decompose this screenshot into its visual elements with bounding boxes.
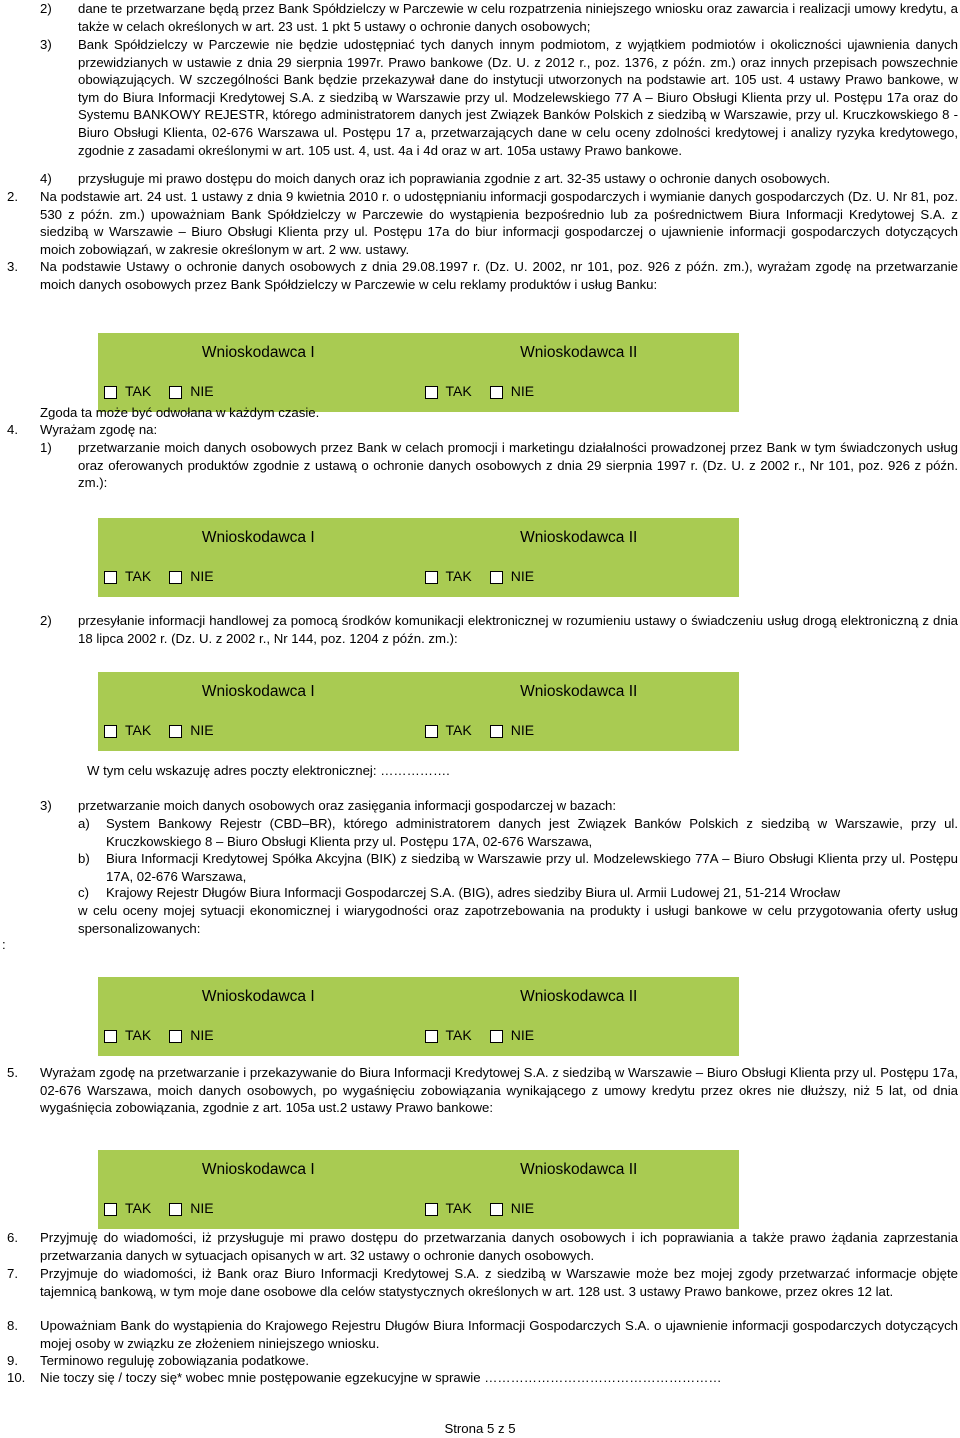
- applicant-2-header: Wnioskodawca II: [520, 528, 638, 546]
- no-option[interactable]: NIE: [490, 383, 534, 401]
- yes-option[interactable]: TAK: [425, 568, 472, 586]
- applicant-1-header: Wnioskodawca I: [201, 343, 315, 361]
- checkbox[interactable]: [104, 1203, 117, 1216]
- paragraph-number: 7.: [7, 1266, 18, 1281]
- paragraph-2: [0, 188, 960, 258]
- consent-table-marketing: [98, 518, 739, 597]
- paragraph-number: 5.: [7, 1065, 18, 1080]
- yes-option[interactable]: TAK: [425, 1027, 472, 1045]
- paragraph-9: [0, 1352, 960, 1370]
- no-option[interactable]: NIE: [490, 1200, 534, 1218]
- checkbox[interactable]: [490, 1203, 503, 1216]
- paragraph-number: 4.: [7, 422, 18, 437]
- database-c: [0, 884, 960, 902]
- checkbox[interactable]: [104, 386, 117, 399]
- paragraph-number: 10.: [7, 1370, 26, 1385]
- applicant-2-options: [419, 1017, 740, 1057]
- email-field[interactable]: …………….: [380, 763, 450, 778]
- applicant-1-options: [98, 712, 419, 752]
- checkbox[interactable]: [169, 725, 182, 738]
- applicant-2-header: Wnioskodawca II: [520, 343, 638, 361]
- yes-option[interactable]: TAK: [425, 383, 472, 401]
- item-letter: b): [78, 851, 90, 866]
- consent-table-advertising: [98, 333, 739, 412]
- checkbox[interactable]: [490, 725, 503, 738]
- applicant-1-options: [98, 558, 419, 598]
- paragraph-text: Terminowo reguluję zobowiązania podatkowe.: [40, 1353, 310, 1368]
- no-option[interactable]: NIE: [490, 568, 534, 586]
- paragraph-text: Przyjmuję do wiadomości, iż przysługuje mi prawo dostępu do przetwarzania danych osobowych i ich poprawiania a także prawo żądania zaprzestania przetwarzania danych w sytuacjach opisanych w art. 32 ustawy o ochronie danych osobowych.: [40, 1230, 958, 1263]
- paragraph-number: 3.: [7, 259, 18, 274]
- applicant-1-header: Wnioskodawca I: [201, 1160, 315, 1178]
- paragraph-text: Na podstawie Ustawy o ochronie danych osobowych z dnia 29.08.1997 r. (Dz. U. 2002, nr 101, poz. 926 z późn. zm.), wyrażam zgodę na przetwarzanie moich danych osobowych przez Bank Spółdzielczy w Parczewie w celu reklamy produktów i usług Banku:: [40, 259, 958, 292]
- no-option[interactable]: NIE: [169, 383, 213, 401]
- checkbox[interactable]: [425, 725, 438, 738]
- item-number: 4): [40, 171, 52, 186]
- applicant-1-header: Wnioskodawca I: [201, 682, 315, 700]
- no-option[interactable]: NIE: [490, 722, 534, 740]
- applicant-2-header: Wnioskodawca II: [520, 987, 638, 1005]
- paragraph-7: [0, 1265, 960, 1300]
- checkbox[interactable]: [490, 386, 503, 399]
- yes-option[interactable]: TAK: [104, 568, 151, 586]
- checkbox[interactable]: [425, 386, 438, 399]
- applicant-2-header: Wnioskodawca II: [520, 1160, 638, 1178]
- item-text: przetwarzanie moich danych osobowych oraz zasięgania informacji gospodarczej w bazach:: [78, 798, 617, 813]
- database-purpose-text: w celu oceny mojej sytuacji ekonomicznej i wiarygodności oraz zapotrzebowania na produkty i usługi bankowe w celu przygotowania oferty usług spersonalizowanych:: [78, 903, 958, 936]
- yes-option[interactable]: TAK: [104, 1027, 151, 1045]
- applicant-1-options: [98, 1017, 419, 1057]
- paragraph-4-item-3: [0, 797, 960, 815]
- paragraph-number: 9.: [7, 1353, 18, 1368]
- revocation-note: Zgoda ta może być odwołana w każdym czasie.: [40, 405, 320, 420]
- clause-2-item-3: [0, 36, 960, 159]
- item-letter: a): [78, 816, 90, 831]
- stray-colon: :: [2, 937, 6, 952]
- item-number: 3): [40, 798, 52, 813]
- page-footer: Strona 5 z 5: [444, 1421, 516, 1436]
- checkbox[interactable]: [104, 571, 117, 584]
- email-label: W tym celu wskazuję adres poczty elektronicznej:: [87, 763, 377, 778]
- applicant-1-header: Wnioskodawca I: [201, 987, 315, 1005]
- paragraph-text: Upoważniam Bank do wystąpienia do Krajowego Rejestru Długów Biura Informacji Gospodarczych S.A. o ujawnienie informacji gospodarczych dotyczących mojej osoby w związku ze złożeniem niniejszego wniosku.: [40, 1318, 958, 1351]
- item-number: 2): [40, 1, 52, 16]
- yes-option[interactable]: TAK: [425, 1200, 472, 1218]
- no-option[interactable]: NIE: [169, 1200, 213, 1218]
- paragraph-4-item-1: [0, 439, 960, 492]
- consent-table-databases: [98, 977, 739, 1056]
- database-b: [0, 850, 960, 885]
- checkbox[interactable]: [104, 725, 117, 738]
- applicant-1-options: [98, 1190, 419, 1230]
- paragraph-text: Nie toczy się / toczy się* wobec mnie postępowanie egzekucyjne w sprawie ………………………………………………: [40, 1370, 722, 1385]
- paragraph-6: [0, 1229, 960, 1264]
- no-option[interactable]: NIE: [169, 1027, 213, 1045]
- consent-table-bik-transfer: [98, 1150, 739, 1229]
- checkbox[interactable]: [169, 1030, 182, 1043]
- paragraph-text: Wyrażam zgodę na przetwarzanie i przekazywanie do Biura Informacji Kredytowej S.A. z siedzibą w Warszawie – Biuro Obsługi Klienta przy ul. Postępu 17a, 02-676 Warszawa, moich danych osobowych, po wygaśnięciu zobowiązania wynikającego z umowy kredytu przez okres nie dłuższy, niż 5 lat, od dnia wygaśnięcia zobowiązania, zgodnie z art. 105a ust.2 ustawy Prawo bankowe:: [40, 1065, 958, 1116]
- paragraph-10: [0, 1369, 960, 1387]
- item-text: Bank Spółdzielczy w Parczewie nie będzie udostępniać tych danych innym podmiotom, z wyjątkiem podmiotów i okoliczności ujawnienia danych przewidzianych w ustawie z dnia 29 sierpnia 1997r. Prawo bankowe (Dz. U. z 2012 r., poz. 1376, z późn. zm.) oraz innych przepisach powszechnie obowiązujących. W szczególności Bank będzie przekazywał dane do instytucji utworzonych na podstawie art. 105 ust. 4 ustawy Prawo bankowe, w tym do Biura Informacji Kredytowej S.A. z siedzibą w Warszawie przy ul. Modzelewskiego 77 A – Biuro Obsługi Klienta przy ul. Postępu 17a oraz do Systemu BANKOWY REJESTR, którego administratorem danych jest Związek Banków Polskich z siedzibą w Warszawie, przy ul. Kruczkowskiego 8 - Biuro Obsługi Klienta, 02-676 Warszawa ul. Postępu 17 a, przetwarzających dane w celu oceny zdolności kredytowej i analizy ryzyka kredytowego, zgodnie z zasadami określonymi w art. 105 ust. 4, ust. 4a i 4d oraz w art. 105a ustawy Prawo bankowe.: [78, 37, 958, 158]
- paragraph-8: [0, 1317, 960, 1352]
- yes-option[interactable]: TAK: [425, 722, 472, 740]
- paragraph-text: Wyrażam zgodę na:: [40, 422, 158, 437]
- item-text: przetwarzanie moich danych osobowych przez Bank w celach promocji i marketingu działalności prowadzonej przez Bank w tym świadczonych usług oraz oferowanych produktów zgodnie z ustawą o ochronie danych osobowych z dnia 29 sierpnia 1997 r. (Dz. U. z 2002 r., Nr 101, poz. 926 z późn. zm.):: [78, 440, 958, 491]
- applicant-2-header: Wnioskodawca II: [520, 682, 638, 700]
- no-option[interactable]: NIE: [169, 722, 213, 740]
- applicant-2-options: [419, 1190, 740, 1230]
- consent-table-electronic: [98, 672, 739, 751]
- paragraph-text: Przyjmuje do wiadomości, iż Bank oraz Biuro Informacji Kredytowej S.A. z siedzibą w Warszawie może bez mojej zgody przetwarzać informacje objęte tajemnicą bankową, w tym moje dane osobowe dla celów statystycznych określonych w art. 128 ust. 3 ustawy Prawo bankowe, przez okres 12 lat.: [40, 1266, 958, 1299]
- paragraph-number: 2.: [7, 189, 18, 204]
- paragraph-4-item-2: [0, 612, 960, 647]
- email-line: [87, 762, 960, 780]
- item-number: 1): [40, 440, 52, 455]
- checkbox[interactable]: [169, 386, 182, 399]
- item-text: System Bankowy Rejestr (CBD–BR), którego administratorem danych jest Związek Banków Polskich z siedzibą w Warszawie, przy ul. Kruczkowskiego 8 – Biuro Obsługi Klienta przy ul. Postępu 17A, 02-676 Warszawa,: [106, 816, 958, 849]
- clause-2-item-4: [0, 170, 960, 188]
- item-number: 2): [40, 613, 52, 628]
- checkbox[interactable]: [490, 1030, 503, 1043]
- paragraph-number: 6.: [7, 1230, 18, 1245]
- checkbox[interactable]: [425, 1203, 438, 1216]
- checkbox[interactable]: [169, 1203, 182, 1216]
- paragraph-5: [0, 1064, 960, 1117]
- checkbox[interactable]: [425, 1030, 438, 1043]
- paragraph-3: [0, 258, 960, 293]
- applicant-1-header: Wnioskodawca I: [201, 528, 315, 546]
- item-text: przysługuje mi prawo dostępu do moich danych oraz ich poprawiania zgodnie z art. 32-35 ustawy o ochronie danych osobowych.: [78, 171, 831, 186]
- item-text: Krajowy Rejestr Długów Biura Informacji Gospodarczej S.A. (BIG), adres siedziby Biura ul. Armii Ludowej 21, 51-214 Wrocław: [106, 885, 841, 900]
- no-option[interactable]: NIE: [169, 568, 213, 586]
- applicant-2-options: [419, 558, 740, 598]
- applicant-2-options: [419, 712, 740, 752]
- database-a: [0, 815, 960, 850]
- yes-option[interactable]: TAK: [104, 722, 151, 740]
- item-text: dane te przetwarzane będą przez Bank Spółdzielczy w Parczewie w celu rozpatrzenia niniejszego wniosku oraz zawarcia i realizacji umowy kredytu, a także w celach określonych w art. 23 ust. 1 pkt 5 ustawy o ochronie danych osobowych;: [78, 1, 958, 34]
- paragraph-text: Na podstawie art. 24 ust. 1 ustawy z dnia 9 kwietnia 2010 r. o udostępnianiu informacji gospodarczych i wymianie danych gospodarczych (Dz. U. Nr 81, poz. 530 z późn. zm.) upoważniam Bank Spółdzielczy w Parczewie do wystąpienia bezpośrednio lub za pośrednictwem Biura Informacji Kredytowej S.A. z siedzibą w Warszawie – Biuro Obsługi Klienta przy ul. Postępu 17a do biur informacji gospodarczej o ujawnienie informacji gospodarczych dotyczących moich zobowiązań, w zakresie określonym w art. 2 ww. ustawy.: [40, 189, 958, 257]
- clause-2-item-2: [0, 0, 960, 35]
- item-number: 3): [40, 37, 52, 52]
- item-text: przesyłanie informacji handlowej za pomocą środków komunikacji elektronicznej w rozumieniu ustawy o świadczeniu usług drogą elektroniczną z dnia 18 lipca 2002 r. (Dz. U. z 2002 r., Nr 144, poz. 1204 z późn. zm.):: [78, 613, 958, 646]
- paragraph-4: [0, 421, 960, 439]
- item-text: Biura Informacji Kredytowej Spółka Akcyjna (BIK) z siedzibą w Warszawie przy ul. Modzelewskiego 77A – Biuro Obsługi Klienta przy ul. Postępu 17A, 02-676 Warszawa,: [106, 851, 958, 884]
- checkbox[interactable]: [490, 571, 503, 584]
- yes-option[interactable]: TAK: [104, 383, 151, 401]
- checkbox[interactable]: [169, 571, 182, 584]
- checkbox[interactable]: [104, 1030, 117, 1043]
- no-option[interactable]: NIE: [490, 1027, 534, 1045]
- item-letter: c): [78, 885, 89, 900]
- yes-option[interactable]: TAK: [104, 1200, 151, 1218]
- paragraph-number: 8.: [7, 1318, 18, 1333]
- checkbox[interactable]: [425, 571, 438, 584]
